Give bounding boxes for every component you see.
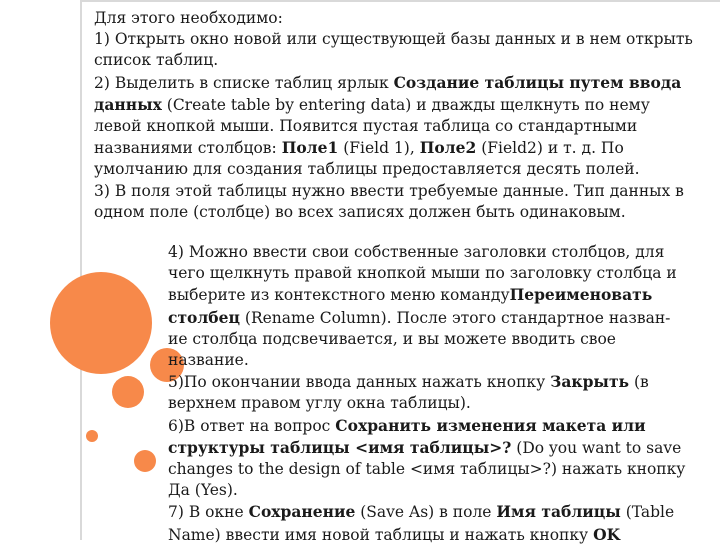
- decorative-circle-medium: [112, 376, 144, 408]
- decorative-circle-small: [86, 430, 98, 442]
- text-line: [168, 480, 685, 501]
- bold-term: структуры таблицы <имя таблицы>?: [168, 437, 512, 457]
- bold-term: Имя таблицы: [496, 502, 621, 522]
- text-line: [94, 159, 693, 180]
- bold-term: данных: [94, 94, 162, 114]
- text-line: [94, 137, 693, 159]
- decorative-circle-small: [134, 450, 156, 472]
- text-line: [168, 242, 685, 263]
- text-line: [168, 393, 685, 414]
- text-segment: (Table: [620, 503, 675, 522]
- text-line: [168, 307, 685, 329]
- text-segment: верхнем правом углу окна таблицы).: [168, 394, 471, 413]
- text-segment: (Rename Column). После этого стандартное назван-: [239, 308, 671, 327]
- text-segment: левой кнопкой мыши. Появится пустая таблица со стандартными: [94, 117, 638, 136]
- text-line: [168, 350, 685, 371]
- text-segment: 3) В поля этой таблицы нужно ввести требуемые данные. Тип данных в: [94, 181, 684, 200]
- bold-term: Сохранить изменения макета или: [335, 415, 646, 435]
- bold-term: Переименовать: [509, 285, 653, 305]
- text-segment: (Field 1),: [338, 139, 420, 158]
- text-segment: Да (Yes).: [168, 481, 238, 500]
- bold-term: Закрыть: [550, 372, 630, 392]
- text-line: [168, 284, 685, 306]
- text-line: [168, 524, 685, 546]
- text-line: [168, 459, 685, 480]
- text-segment: список таблиц.: [94, 51, 219, 70]
- text-segment: (в: [629, 373, 649, 392]
- text-segment: changes to the design of table <имя таблицы>?) нажать кнопку: [168, 460, 686, 479]
- text-line: [94, 94, 693, 116]
- text-segment: 5)По окончании ввода данных нажать кнопку: [168, 373, 551, 392]
- text-segment: 7) В окне: [168, 503, 249, 522]
- text-line: [94, 116, 693, 137]
- text-line: [168, 329, 685, 350]
- text-line: [168, 437, 685, 459]
- bold-term: Поле2: [419, 138, 477, 158]
- bold-term: Создание таблицы путем ввода: [393, 72, 682, 92]
- text-line: [94, 8, 693, 29]
- text-line: [94, 72, 693, 94]
- instructions-block-1: [94, 8, 693, 223]
- text-line: [168, 263, 685, 284]
- bold-term: столбец: [168, 307, 240, 327]
- text-segment: (Create table by entering data) и дважды щелкнуть по нему: [161, 95, 650, 114]
- text-segment: название.: [168, 351, 249, 370]
- text-segment: 6)В ответ на вопрос: [168, 416, 336, 435]
- bold-term: Сохранение: [248, 502, 356, 522]
- text-segment: умолчанию для создания таблицы предоставляется десять полей.: [94, 160, 640, 179]
- text-segment: 1) Открыть окно новой или существующей базы данных и в нем открыть: [94, 30, 693, 49]
- slide-frame-top: [80, 0, 720, 2]
- text-line: [168, 371, 685, 393]
- text-line: [168, 415, 685, 437]
- decorative-circle-large: [50, 272, 152, 374]
- text-segment: (Save As) в поле: [355, 503, 497, 522]
- bold-term: Поле1: [281, 138, 339, 158]
- text-line: [168, 501, 685, 523]
- text-segment: 2) Выделить в списке таблиц ярлык: [94, 73, 394, 92]
- text-segment: 4) Можно ввести свои собственные заголовки столбцов, для: [168, 243, 665, 261]
- slide-frame-left: [80, 0, 82, 540]
- text-segment: Для этого необходимо:: [94, 9, 283, 27]
- text-line: [94, 50, 693, 71]
- instructions-block-2: [168, 242, 685, 546]
- text-segment: одном поле (столбце) во всех записях должен быть одинаковым.: [94, 202, 626, 221]
- text-segment: Name) ввести имя новой таблицы и нажать кнопку: [168, 525, 594, 544]
- text-segment: чего щелкнуть правой кнопкой мыши по заголовку столбца и: [168, 264, 677, 283]
- text-segment: выберите из контекстного меню команду: [168, 286, 510, 305]
- text-line: [94, 202, 693, 223]
- text-segment: названиями столбцов:: [94, 139, 282, 158]
- text-segment: (Do you want to save: [511, 438, 682, 457]
- bold-term: OK: [593, 524, 621, 544]
- text-line: [94, 181, 693, 202]
- text-line: [94, 29, 693, 50]
- text-segment: ие столбца подсвечивается, и вы можете вводить свое: [168, 329, 616, 348]
- text-segment: (Field2) и т. д. По: [476, 139, 624, 158]
